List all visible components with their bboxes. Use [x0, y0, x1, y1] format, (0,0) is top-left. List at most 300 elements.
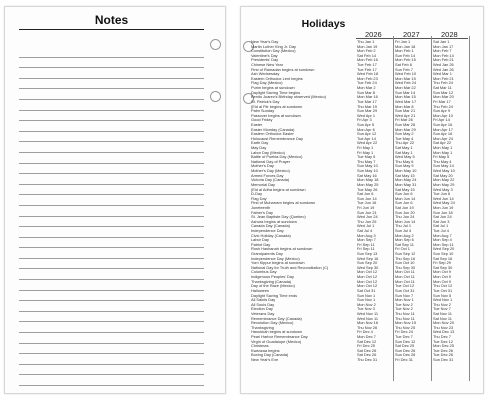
notes-line [19, 301, 204, 312]
holiday-date-2027: Sun Mar 28 [395, 121, 416, 127]
holiday-date-2028: Mon Feb 21 [433, 75, 454, 81]
notes-line [19, 280, 204, 291]
holiday-date-2027: Mon Mar 22 [395, 85, 416, 91]
holiday-date-2027: Sun Jun 20 [395, 209, 415, 215]
holiday-date-2027: Wed Mar 17 [395, 98, 417, 104]
holiday-date-2027: Sun Mar 21 [395, 108, 416, 114]
holiday-date-2027: Sun Jun 6 [395, 200, 413, 206]
holiday-date-2027: Sun Nov 7 [395, 292, 414, 298]
holiday-date-2028: Mon Feb 7 [433, 48, 452, 54]
holiday-date-2028: Mon May 22 [433, 177, 455, 183]
holiday-date-2027: Sun Dec 12 [395, 338, 416, 344]
holiday-date-2028: Thu Dec 7 [433, 334, 451, 339]
holidays-title: Holidays [301, 18, 346, 30]
holiday-date-2028: Mon May 1 [433, 145, 453, 151]
holiday-date-2028: Sun May 14 [433, 163, 454, 169]
holiday-date-2026: Mon Oct 12 [357, 274, 378, 280]
holiday-date-2026: Sun Nov 1 [357, 297, 376, 303]
notes-ruled-lines [19, 47, 204, 386]
holiday-name: Good Friday [251, 118, 273, 123]
holiday-date-2026: Wed Jun 24 [357, 214, 378, 220]
holiday-date-2027: Mon Aug 2 [395, 232, 414, 238]
holiday-date-2027: Sun Jun 6 [395, 191, 413, 197]
holiday-name: New Year's Eve [251, 358, 279, 363]
notes-line [19, 164, 204, 175]
holiday-date-2027: Mon Jun 14 [395, 218, 416, 224]
holiday-date-2028: Tue Dec 12 [433, 338, 453, 344]
holiday-name: Valentine's Day [251, 53, 278, 58]
notes-line [19, 121, 204, 132]
notes-line [19, 47, 204, 58]
holiday-name: Thanksgiving [251, 325, 274, 330]
notes-line [19, 79, 204, 90]
holiday-date-2026: Sat Jun 6 [357, 191, 374, 197]
holiday-date-2028: Thu Feb 24 [433, 103, 453, 109]
holiday-date-2026: Fri May 1 [357, 149, 374, 155]
holiday-date-2028: Mon Apr 17 [433, 126, 453, 132]
holiday-date-2026: Tue Feb 17 [357, 62, 377, 68]
holiday-name: Benito Juarez's Birthday observed (Mexico) [251, 95, 326, 100]
holidays-page [240, 6, 484, 394]
notes-line [19, 195, 204, 206]
holiday-name: Independence Day [251, 228, 284, 233]
holiday-name: Eastern Orthodox Lent begins [251, 76, 303, 81]
holiday-date-2027: Mon Sep 6 [395, 237, 414, 243]
holiday-date-2026: Tue Nov 3 [357, 306, 375, 312]
holiday-date-2026: Mon Mar 16 [357, 94, 378, 100]
notes-line [19, 354, 204, 365]
holiday-date-2028: Wed Jun 14 [433, 195, 454, 201]
holiday-date-2027: Mon May 24 [395, 177, 417, 183]
notes-line [19, 100, 204, 111]
holiday-date-2027: Sat May 1 [395, 145, 413, 151]
holiday-date-2027: Wed Feb 24 [395, 80, 417, 86]
year-header-2027: 2027 [403, 30, 420, 39]
notes-line [19, 259, 204, 270]
holiday-name: Boxing Day (Canada) [251, 353, 289, 358]
holiday-date-2026: Mon Jan 19 [357, 43, 378, 49]
holiday-date-2028: Mon Nov 20 [433, 320, 454, 326]
holiday-date-2027: Thu Apr 22 [395, 140, 415, 146]
holiday-date-2028: Sun Apr 9 [433, 108, 451, 114]
holiday-name: Easter [251, 122, 263, 127]
holiday-date-2027: Mon May 31 [395, 181, 417, 187]
holiday-name: Flag Day [251, 196, 267, 201]
notes-line [19, 132, 204, 143]
holiday-date-2027: Mon Mar 15 [395, 94, 416, 100]
notes-line [19, 111, 204, 122]
holiday-name: Chinese New Year [251, 63, 284, 68]
holiday-date-2028: Mon Oct 9 [433, 278, 451, 284]
holiday-date-2028: Mon Oct 9 [433, 274, 451, 280]
holiday-date-2028: Sun Sep 10 [433, 251, 454, 257]
holiday-date-2026: Sat Feb 14 [357, 52, 377, 58]
holiday-date-2028: Mon Dec 25 [433, 343, 454, 349]
holiday-date-2028: Sun Apr 16 [433, 131, 453, 137]
holiday-date-2027: Wed May 5 [395, 154, 415, 160]
holiday-date-2027: Fri Jan 1 [395, 39, 411, 44]
holiday-date-2028: Mon May 29 [433, 181, 455, 187]
holiday-date-2026: Sat Jul 4 [357, 227, 373, 233]
holiday-date-2026: Fri Jun 19 [357, 204, 375, 210]
holiday-date-2027: Sun May 2 [395, 131, 414, 137]
notes-line [19, 291, 204, 302]
holiday-name: Rosh Hashanah begins at sundown [251, 247, 313, 252]
holiday-name: Easter Monday (Canada) [251, 127, 295, 132]
holiday-date-2028: Sat Nov 11 [433, 315, 452, 321]
holiday-name: Mother's Day [251, 164, 274, 169]
holiday-name: St. Patrick's Day [251, 99, 280, 104]
holiday-date-2028: Mon Jun 19 [433, 204, 454, 210]
holiday-date-2027: Tue Dec 7 [395, 334, 413, 339]
holiday-name: Palm Sunday [251, 109, 275, 114]
holiday-date-2026: Thu May 7 [357, 158, 376, 164]
notes-line [19, 185, 204, 196]
holiday-name: May Day [251, 146, 267, 151]
holiday-name: Day of the Race (Mexico) [251, 284, 295, 289]
holiday-name: Daylight Saving Time ends [251, 293, 298, 298]
holiday-date-2028: Tue Jun 6 [433, 191, 451, 197]
holiday-date-2026: Sun Apr 5 [357, 121, 375, 127]
holiday-date-2026: Wed Sep 30 [357, 264, 379, 270]
holiday-name: All Saints Day [251, 298, 276, 303]
holiday-date-2026: Fri Sep 11 [357, 241, 375, 247]
table-row [241, 358, 485, 363]
holiday-date-2026: Sun Sep 20 [357, 260, 378, 266]
holiday-date-2026: Thu Mar 19 [357, 103, 377, 109]
holiday-date-2027: Sun Dec 26 [395, 347, 416, 353]
holiday-name: First of Muharram begins at sundown [251, 201, 316, 206]
holiday-date-2028: Mon Feb 14 [433, 52, 454, 58]
holiday-date-2027: Tue Nov 2 [395, 301, 413, 307]
holiday-date-2026: Sun Mar 8 [357, 89, 375, 95]
holiday-date-2027: Mon Mar 15 [395, 75, 416, 81]
holiday-date-2027: Sun Dec 26 [395, 352, 416, 358]
holiday-date-2026: Wed Nov 11 [357, 315, 379, 321]
holiday-date-2026: Mon Nov 2 [357, 301, 376, 307]
holiday-name: St. Jean Baptiste Day (Quebec) [251, 215, 306, 220]
holiday-name: Indigenous Peoples' Day [251, 275, 294, 280]
holiday-date-2027: Mon Nov 15 [395, 320, 416, 326]
holiday-date-2027: Sun May 9 [395, 163, 414, 169]
holiday-date-2027: Sat Dec 25 [395, 343, 415, 349]
holiday-name: Thanksgiving (Canada) [251, 279, 292, 284]
holiday-date-2028: Sun Mar 12 [433, 89, 454, 95]
notes-page [4, 6, 226, 394]
holiday-date-2028: Fri Apr 14 [433, 117, 450, 123]
notes-line [19, 227, 204, 238]
holiday-date-2027: Fri Oct 1 [395, 246, 410, 252]
holiday-name: Ash Wednesday [251, 72, 280, 77]
holiday-date-2028: Sat Apr 22 [433, 140, 452, 146]
holiday-name: Passover begins at sundown [251, 113, 301, 118]
holiday-date-2028: Wed May 3 [433, 186, 453, 192]
holiday-date-2028: Sat Jun 24 [433, 214, 452, 220]
holiday-date-2026: Tue May 5 [357, 154, 376, 160]
holiday-date-2026: Mon Aug 3 [357, 232, 376, 238]
holiday-date-2028: Thu Oct 12 [433, 283, 453, 289]
holiday-date-2027: Mon Nov 1 [395, 297, 414, 303]
holiday-name: Christmas [251, 344, 269, 349]
holiday-date-2028: Wed Sep 20 [433, 246, 455, 252]
holiday-date-2027: Mon Oct 11 [395, 278, 415, 284]
holiday-date-2028: Sun Nov 5 [433, 292, 452, 298]
holiday-date-2027: Tue Oct 12 [395, 283, 415, 289]
holiday-date-2028: Sat Mar 11 [433, 85, 452, 91]
holiday-name: Armed Forces Day [251, 173, 284, 178]
holiday-date-2028: Mon Feb 21 [433, 57, 454, 63]
notes-line [19, 333, 204, 344]
holiday-date-2028: Wed May 10 [433, 168, 455, 174]
holiday-name: Canada Day (Canada) [251, 224, 290, 229]
holiday-date-2026: Mon Oct 12 [357, 269, 378, 275]
holiday-date-2028: Mon Apr 24 [433, 135, 453, 141]
holiday-date-2026: Fri Sep 11 [357, 246, 375, 252]
holiday-date-2026: Sun Apr 12 [357, 131, 377, 137]
holiday-name: Halloween [251, 288, 270, 293]
holiday-date-2027: Tue May 4 [395, 135, 414, 141]
holiday-date-2027: Thu Nov 25 [395, 324, 416, 330]
holiday-name: Revolution Day (Mexico) [251, 321, 294, 326]
holiday-date-2026: Sat Dec 12 [357, 338, 377, 344]
holiday-date-2027: Sun Sep 12 [395, 251, 416, 257]
holiday-name: Flag Day (Mexico) [251, 81, 283, 86]
holiday-date-2026: Wed Apr 1 [357, 112, 376, 118]
holiday-date-2026: Sun Jun 14 [357, 195, 377, 201]
holiday-date-2027: Wed Apr 21 [395, 112, 416, 118]
holiday-name: Veterans Day [251, 311, 275, 316]
holiday-date-2028: Sun Apr 16 [433, 121, 453, 127]
holiday-date-2028: Fri Mar 17 [433, 98, 451, 104]
holiday-date-2028: Mon Sep 11 [433, 241, 454, 247]
holiday-date-2028: Fri Sep 29 [433, 260, 451, 266]
notes-line [19, 312, 204, 323]
holiday-name: Martin Luther King Jr. Day [251, 44, 296, 49]
holiday-date-2026: Tue Feb 17 [357, 66, 377, 72]
holiday-date-2026: Fri Apr 3 [357, 117, 372, 123]
holiday-date-2027: Thu Sep 16 [395, 255, 416, 261]
holiday-name: Purim begins at sundown [251, 86, 295, 91]
holiday-date-2027: Sun Jul 4 [395, 227, 412, 233]
holiday-date-2027: Sun Mar 14 [395, 89, 416, 95]
holiday-date-2027: Mon Oct 11 [395, 274, 415, 280]
holiday-date-2028: Mon Mar 20 [433, 94, 454, 100]
holiday-date-2027: Sat May 15 [395, 186, 415, 192]
holiday-date-2026: Tue Apr 14 [357, 135, 376, 141]
holiday-date-2026: Mon Dec 7 [357, 334, 376, 339]
holiday-name: Pearl Harbor Remembrance Day [251, 335, 308, 339]
holiday-name: Hanukkah begins at sundown [251, 330, 303, 335]
year-header-2026: 2026 [365, 30, 382, 39]
holiday-date-2026: Sun May 10 [357, 163, 378, 169]
holiday-date-2028: Thu Feb 24 [433, 80, 453, 86]
holiday-date-2026: Mon Feb 23 [357, 75, 378, 81]
holiday-date-2028: Wed May 24 [433, 200, 455, 206]
holiday-date-2027: Mon Jan 18 [395, 43, 416, 49]
holiday-date-2028: Sat Nov 11 [433, 310, 452, 316]
holiday-date-2026: Thu Jun 25 [357, 218, 377, 224]
holiday-date-2026: Tue Mar 17 [357, 98, 377, 104]
holiday-date-2027: Mon Feb 1 [395, 48, 414, 54]
holiday-name: Constitution Day (Mexico) [251, 49, 296, 54]
holiday-date-2027: Sat May 1 [395, 149, 413, 155]
holiday-date-2026: Mon Nov 16 [357, 320, 378, 326]
holiday-date-2028: Sat Jun 3 [433, 218, 450, 224]
holiday-date-2026: Sun May 10 [357, 168, 378, 174]
notes-line [19, 344, 204, 355]
holiday-date-2028: Sat May 20 [433, 172, 453, 178]
holiday-name: Kwanzaa begins [251, 348, 280, 353]
holiday-date-2026: Tue Feb 24 [357, 80, 377, 86]
holiday-name: National Day for Truth and Reconciliation (C) [251, 265, 329, 270]
holiday-date-2026: Sat Oct 31 [357, 287, 376, 293]
holiday-date-2027: Mon Jun 14 [395, 195, 416, 201]
notes-title-rule [19, 29, 204, 30]
holiday-date-2028: Sun Jun 18 [433, 209, 453, 215]
holiday-date-2028: Wed Jan 26 [433, 66, 454, 72]
holiday-date-2028: Mon Sep 4 [433, 237, 452, 243]
holiday-date-2026: Wed Sep 16 [357, 255, 379, 261]
holiday-name: Virgin of Guadalupe (Mexico) [251, 339, 302, 344]
holiday-date-2028: Tue Jul 4 [433, 227, 449, 233]
holiday-date-2028: Wed Jan 26 [433, 62, 454, 68]
holiday-date-2027: Thu May 6 [395, 158, 414, 164]
holiday-date-2027: Sun Oct 10 [395, 260, 415, 266]
holiday-date-2026: Wed Apr 22 [357, 140, 378, 146]
holiday-date-2026: Sat May 16 [357, 172, 377, 178]
holiday-date-2026: Mon Feb 2 [357, 48, 376, 54]
holiday-date-2028: Tue Dec 26 [433, 352, 453, 358]
holiday-date-2028: Mon May 1 [433, 149, 453, 155]
notes-line [19, 375, 204, 386]
holiday-name: New Year's Day [251, 40, 279, 44]
notes-line [19, 174, 204, 185]
holiday-date-2026: Tue Jun 16 [357, 200, 377, 206]
holiday-date-2026: Wed Feb 18 [357, 71, 379, 77]
holiday-date-2027: Mon Feb 15 [395, 57, 416, 63]
notes-line [19, 89, 204, 100]
holiday-date-2027: Mon Oct 11 [395, 269, 415, 275]
holiday-date-2026: Mon Apr 6 [357, 126, 375, 132]
holiday-date-2028: Sat Sep 16 [433, 255, 453, 261]
holiday-date-2026: Sun Mar 29 [357, 108, 378, 114]
holiday-date-2028: Wed Dec 13 [433, 329, 455, 335]
holiday-date-2027: Thu Nov 11 [395, 310, 415, 316]
holiday-date-2028: Sat Jan 1 [433, 39, 450, 44]
holiday-date-2028: Mon Jan 17 [433, 43, 454, 49]
notes-line [19, 322, 204, 333]
holiday-name: Patriot Day [251, 242, 271, 247]
notes-line [19, 206, 204, 217]
holiday-name: Mother's Day (Mexico) [251, 169, 290, 174]
holiday-date-2026: Mon Mar 2 [357, 85, 376, 91]
holiday-date-2027: Mon May 10 [395, 168, 417, 174]
holiday-name: Civic Holiday (Canada) [251, 233, 291, 238]
holiday-date-2028: Tue Nov 7 [433, 306, 451, 312]
holiday-name: Memorial Day [251, 182, 275, 187]
holiday-name: First of Ramadan begins at sundown [251, 67, 315, 72]
holiday-date-2027: Thu Nov 11 [395, 315, 415, 321]
notes-line [19, 68, 204, 79]
notes-line [19, 238, 204, 249]
notes-line [19, 58, 204, 69]
holiday-date-2027: Thu Jun 24 [395, 214, 415, 220]
holiday-name: All Souls Day [251, 302, 275, 307]
holiday-date-2026: Thu Jan 1 [357, 39, 375, 44]
holiday-date-2027: Fri Mar 26 [395, 117, 413, 123]
holiday-name: D-Day [251, 192, 263, 197]
holiday-date-2027: Sun Feb 14 [395, 52, 416, 58]
binder-hole-bottom-icon [210, 91, 221, 102]
holiday-date-2026: Mon May 25 [357, 181, 379, 187]
holiday-name: Remembrance Day (Canada) [251, 316, 302, 321]
holiday-date-2026: Wed Nov 11 [357, 310, 379, 316]
holiday-date-2028: Wed Mar 1 [433, 71, 452, 77]
holiday-date-2028: Thu May 4 [433, 158, 452, 164]
holiday-date-2027: Sat Sep 11 [395, 241, 414, 247]
holiday-name: Presidents' Day [251, 58, 279, 63]
holiday-date-2028: Sun Dec 31 [433, 357, 454, 363]
holiday-date-2026: Sun Jun 21 [357, 209, 377, 215]
holiday-date-2026: Sun Sep 13 [357, 251, 378, 257]
year-header-2028: 2028 [441, 30, 458, 39]
holiday-name: Daylight Saving Time begins [251, 90, 301, 95]
holiday-name: Juneteenth [251, 205, 271, 210]
holiday-name: National Day of Prayer [251, 159, 291, 164]
holiday-date-2026: Fri May 1 [357, 145, 374, 151]
notes-line [19, 142, 204, 153]
holiday-name: Yom Kippur begins at sundown [251, 261, 305, 266]
holiday-date-2028: Thu Nov 2 [433, 301, 451, 307]
holiday-name: Grandparents Day [251, 252, 283, 257]
holiday-date-2027: Fri Dec 24 [395, 329, 413, 335]
notes-line [19, 217, 204, 228]
holiday-date-2027: Sat Jun 19 [395, 204, 414, 210]
holiday-date-2026: Tue May 26 [357, 186, 378, 192]
holiday-date-2028: Fri May 5 [433, 154, 450, 160]
holiday-date-2027: Sun Oct 31 [395, 287, 415, 293]
notes-line [19, 153, 204, 164]
holiday-name: Holocaust Remembrance Day [251, 136, 303, 141]
holiday-date-2027: Wed Feb 10 [395, 71, 417, 77]
holiday-date-2027: Mon Mar 29 [395, 126, 416, 132]
holiday-date-2028: Mon Oct 9 [433, 269, 451, 275]
holiday-date-2027: Sat Feb 6 [395, 62, 412, 68]
holiday-name: Labor Day (Mexico) [251, 150, 285, 155]
holiday-date-2027: Tue Nov 2 [395, 306, 413, 312]
holiday-date-2026: Thu Nov 26 [357, 324, 378, 330]
holiday-date-2026: Fri Dec 4 [357, 329, 373, 335]
holiday-name: Eastern Orthodox Easter [251, 132, 294, 137]
holiday-name: (Eid al Fitr begins at sundown [251, 104, 303, 109]
notes-title: Notes [94, 13, 129, 27]
holiday-date-2026: Sat Dec 26 [357, 352, 377, 358]
holiday-date-2026: Sat Dec 26 [357, 347, 377, 353]
holiday-date-2026: Mon Sep 7 [357, 237, 376, 243]
holiday-name: Independence Day (Mexico) [251, 256, 300, 261]
holiday-date-2026: Mon May 18 [357, 177, 379, 183]
holiday-date-2027: Thu Sep 30 [395, 264, 416, 270]
holiday-date-2026: Wed Jul 1 [357, 223, 375, 229]
holidays-table [241, 40, 485, 363]
holiday-date-2026: Mon Oct 12 [357, 283, 378, 289]
holiday-name: Columbus Day [251, 270, 277, 275]
holiday-date-2027: Mon Mar 8 [395, 103, 414, 109]
holiday-date-2028: Mon Apr 10 [433, 112, 453, 118]
holiday-date-2028: Thu Nov 23 [433, 324, 454, 330]
holiday-date-2027: Thu Jul 1 [395, 223, 412, 229]
holiday-date-2028: Sat Jul 1 [433, 223, 449, 229]
